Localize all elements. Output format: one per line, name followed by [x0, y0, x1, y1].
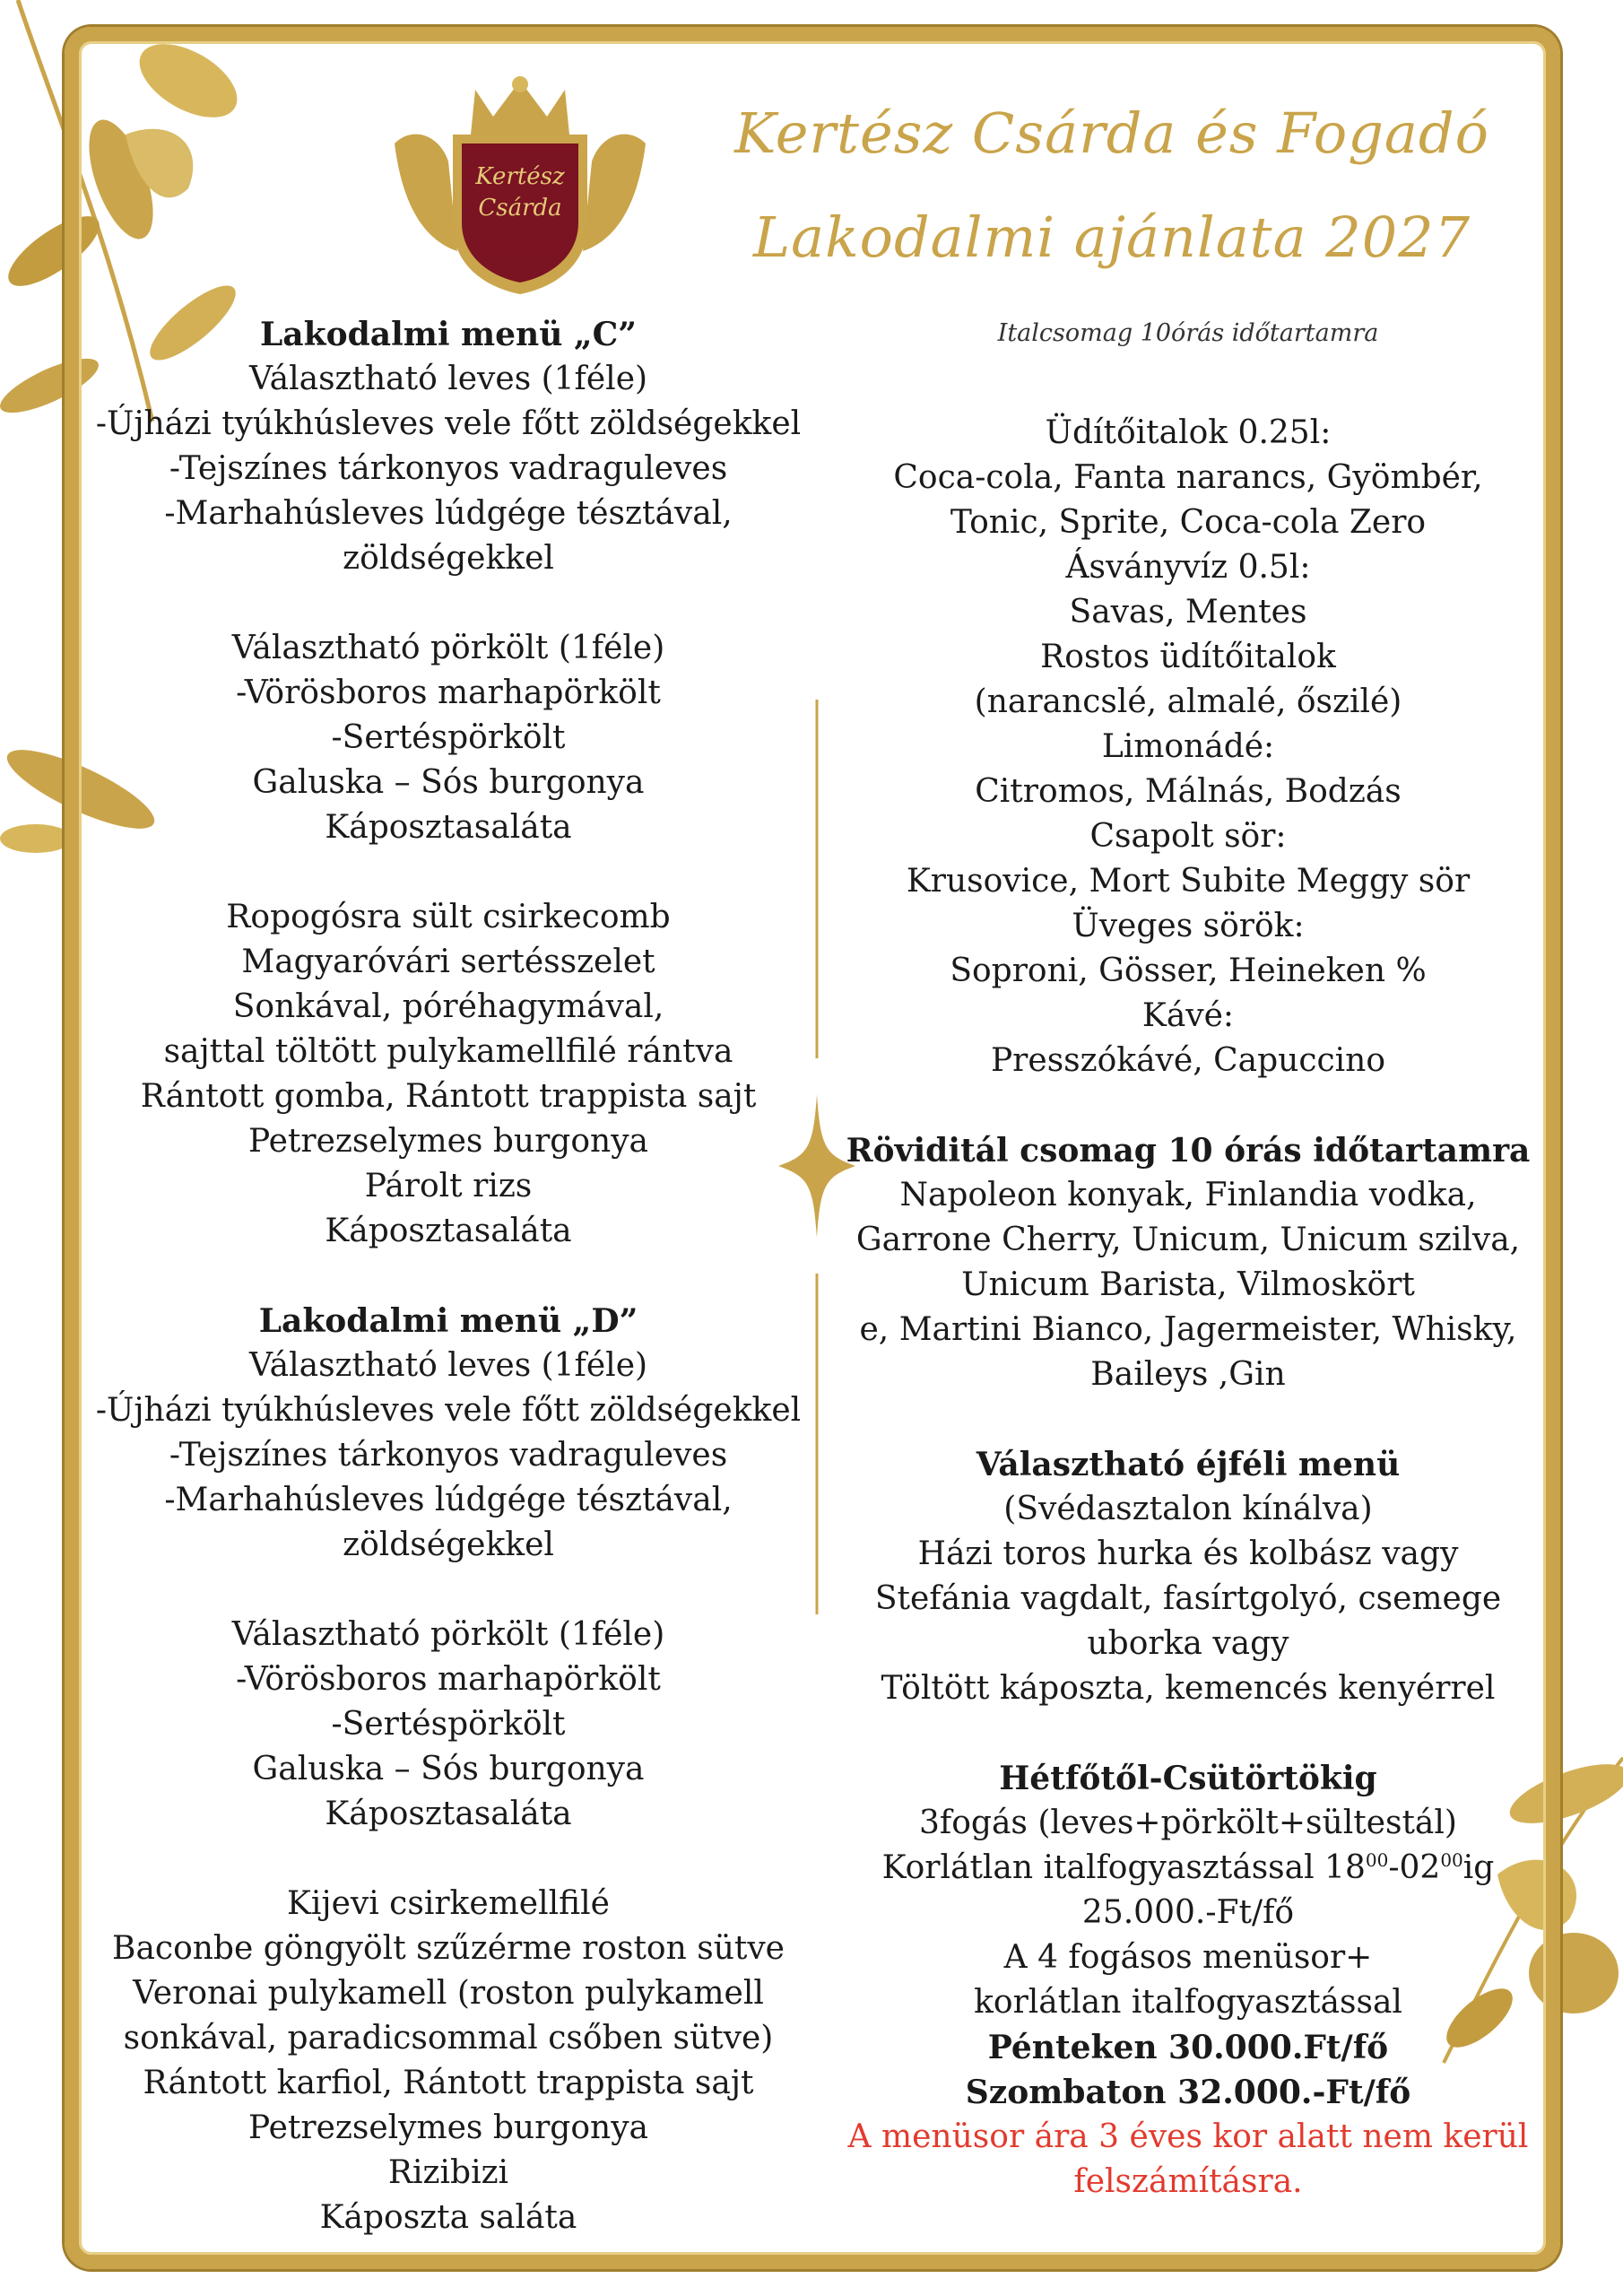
menu-d-platter-item: Kijevi csirkemellfilé	[287, 1885, 610, 1922]
menu-c-platter-item: Sonkával, póréhagymával,	[232, 988, 664, 1025]
drinks-item: Kávé:	[1141, 997, 1235, 1034]
menu-d-stew: -Sertéspörkölt	[331, 1706, 566, 1743]
drinks-item: Tonic, Sprite, Coca-cola Zero	[950, 504, 1427, 541]
drinks-item: Üdítőitalok 0.25l:	[1045, 414, 1332, 451]
midnight-menu-item: (Svédasztalon kínálva)	[1003, 1491, 1373, 1527]
midnight-menu-title: Választható éjféli menü	[976, 1446, 1401, 1483]
spirits-title: Röviditál csomag 10 órás időtartamra	[846, 1132, 1531, 1170]
menu-c-soup: -Tejszínes tárkonyos vadraguleves	[169, 450, 728, 487]
menu-c-platter-item: Rántott gomba, Rántott trappista sajt	[140, 1078, 757, 1115]
menu-d-soup: -Újházi tyúkhúsleves vele főtt zöldségekkel	[95, 1392, 802, 1429]
menu-d-platter-item: Rizibizi	[387, 2154, 509, 2191]
midnight-menu-item: Stefánia vagdalt, fasírtgolyó, csemege	[874, 1580, 1502, 1617]
spirits-item: Napoleon konyak, Finlandia vodka,	[899, 1177, 1477, 1213]
menu-d-stew: -Vörösboros marhapörkölt	[236, 1661, 661, 1698]
midnight-menu-item: Töltött káposzta, kemencés kenyérrel	[881, 1670, 1496, 1707]
menu-d-platter-item: Petrezselymes burgonya	[248, 2109, 648, 2146]
drinks-subtitle: Italcsomag 10órás időtartamra	[997, 319, 1379, 347]
drinks-item: Csapolt sör:	[1089, 818, 1287, 855]
menu-d-platter-item: Veronai pulykamell (roston pulykamell	[133, 1975, 764, 2012]
midnight-menu-item: uborka vagy	[1087, 1625, 1289, 1662]
menu-d-stew: Galuska – Sós burgonya	[252, 1751, 645, 1787]
menu-d-soup-heading: Választható leves (1féle)	[248, 1347, 648, 1384]
menu-d-soup: zöldségekkel	[343, 1526, 554, 1563]
drinks-item: Soproni, Gösser, Heineken %	[950, 952, 1427, 989]
menu-c-soup: -Újházi tyúkhúsleves vele főtt zöldségekkel	[95, 405, 802, 442]
menu-d-platter-item: sonkával, paradicsommal csőben sütve)	[123, 2020, 774, 2057]
weekday-unlimited-drinks: Korlátlan italfogyasztással $18^{00}-02^{00}ig$	[881, 1849, 1495, 1886]
logo-word-2: Csárda	[478, 195, 562, 222]
menu-c-platter-item: sajttal töltött pulykamellfilé rántva	[163, 1033, 733, 1070]
menu-c-stew: -Vörösboros marhapörkölt	[236, 674, 661, 711]
weekday-price: 25.000.-Ft/fő	[1081, 1894, 1295, 1931]
friday-price: Pénteken 30.000.Ft/fő	[987, 2029, 1389, 2066]
menu-d-title: Lakodalmi menü „D”	[258, 1302, 638, 1340]
weekday-title: Hétfőtől-Csütörtökig	[999, 1760, 1377, 1797]
drinks-column	[812, 411, 1565, 2205]
csarda-crest-logo	[377, 72, 664, 296]
saturday-price: Szombaton 32.000.-Ft/fő	[965, 2074, 1411, 2111]
midnight-menu-item: Házi toros hurka és kolbász vagy	[917, 1535, 1459, 1572]
drinks-item: Coca-cola, Fanta narancs, Gyömbér,	[893, 459, 1483, 496]
weekday-courses: 3fogás (leves+pörkölt+sültestál)	[919, 1805, 1457, 1841]
menu-c-stew: Káposztasaláta	[325, 809, 572, 846]
menu-d-soup: -Marhahúsleves lúdgége tésztával,	[164, 1482, 733, 1518]
menu-c-platter-item: Magyaróvári sertésszelet	[241, 944, 655, 980]
logo-word-1: Kertész	[475, 163, 565, 190]
drinks-item: Krusovice, Mort Subite Meggy sör	[906, 863, 1471, 900]
drinks-item: Limonádé:	[1101, 728, 1275, 765]
menu-d-platter-item: Káposzta saláta	[319, 2199, 577, 2236]
menu-d-soup: -Tejszínes tárkonyos vadraguleves	[169, 1437, 728, 1474]
menu-c-title: Lakodalmi menü „C”	[259, 316, 637, 353]
spirits-item: Unicum Barista, Vilmoskört	[961, 1266, 1415, 1303]
spirits-item: e, Martini Bianco, Jagermeister, Whisky,	[859, 1311, 1517, 1348]
spirits-item: Garrone Cherry, Unicum, Unicum szilva,	[855, 1222, 1521, 1258]
menu-c-platter-item: Ropogósra sült csirkecomb	[226, 899, 671, 935]
drinks-item: Ásványvíz 0.5l:	[1065, 549, 1311, 586]
wedding-menus-column	[54, 312, 843, 2240]
drinks-item: Citromos, Málnás, Bodzás	[975, 773, 1402, 810]
menu-c-platter-item: Párolt rizs	[364, 1168, 533, 1205]
menu-c-platter-item: Káposztasaláta	[325, 1213, 572, 1249]
drinks-item: Savas, Mentes	[1069, 594, 1307, 631]
four-course-line1: A 4 fogásos menüsor+	[1003, 1939, 1373, 1976]
page-title-line1: Kertész Csárda és Fogadó	[734, 100, 1489, 166]
menu-c-platter-item: Petrezselymes burgonya	[248, 1123, 648, 1160]
menu-c-soup: zöldségekkel	[343, 540, 554, 577]
spirits-item: Baileys ,Gin	[1090, 1356, 1286, 1393]
menu-d-platter-item: Baconbe göngyölt szűzérme roston sütve	[111, 1930, 785, 1967]
menu-d-stew-heading: Választható pörkölt (1féle)	[231, 1616, 665, 1653]
drinks-item: Rostos üdítőitalok	[1040, 639, 1336, 675]
drinks-item: Presszókávé, Capuccino	[990, 1042, 1386, 1079]
drinks-item: (narancslé, almalé, őszilé)	[974, 683, 1402, 720]
age-note-line1: A menüsor ára 3 éves kor alatt nem kerül	[847, 2118, 1529, 2155]
menu-c-stew: -Sertéspörkölt	[331, 719, 566, 756]
age-note-line2: felszámításra.	[1073, 2163, 1303, 2200]
page-title-line2: Lakodalmi ajánlata 2027	[752, 204, 1471, 270]
four-course-line2: korlátlan italfogyasztással	[974, 1984, 1402, 2021]
menu-d-stew: Káposztasaláta	[325, 1796, 572, 1832]
menu-d-platter-item: Rántott karfiol, Rántott trappista sajt	[143, 2065, 754, 2101]
menu-c-stew: Galuska – Sós burgonya	[252, 764, 645, 801]
menu-c-soup-heading: Választható leves (1féle)	[248, 361, 648, 397]
logo-word-3: Fogadó	[490, 237, 551, 256]
drinks-item: Üveges sörök:	[1072, 908, 1305, 944]
menu-c-stew-heading: Választható pörkölt (1féle)	[231, 630, 665, 666]
menu-c-soup: -Marhahúsleves lúdgége tésztával,	[164, 495, 733, 532]
